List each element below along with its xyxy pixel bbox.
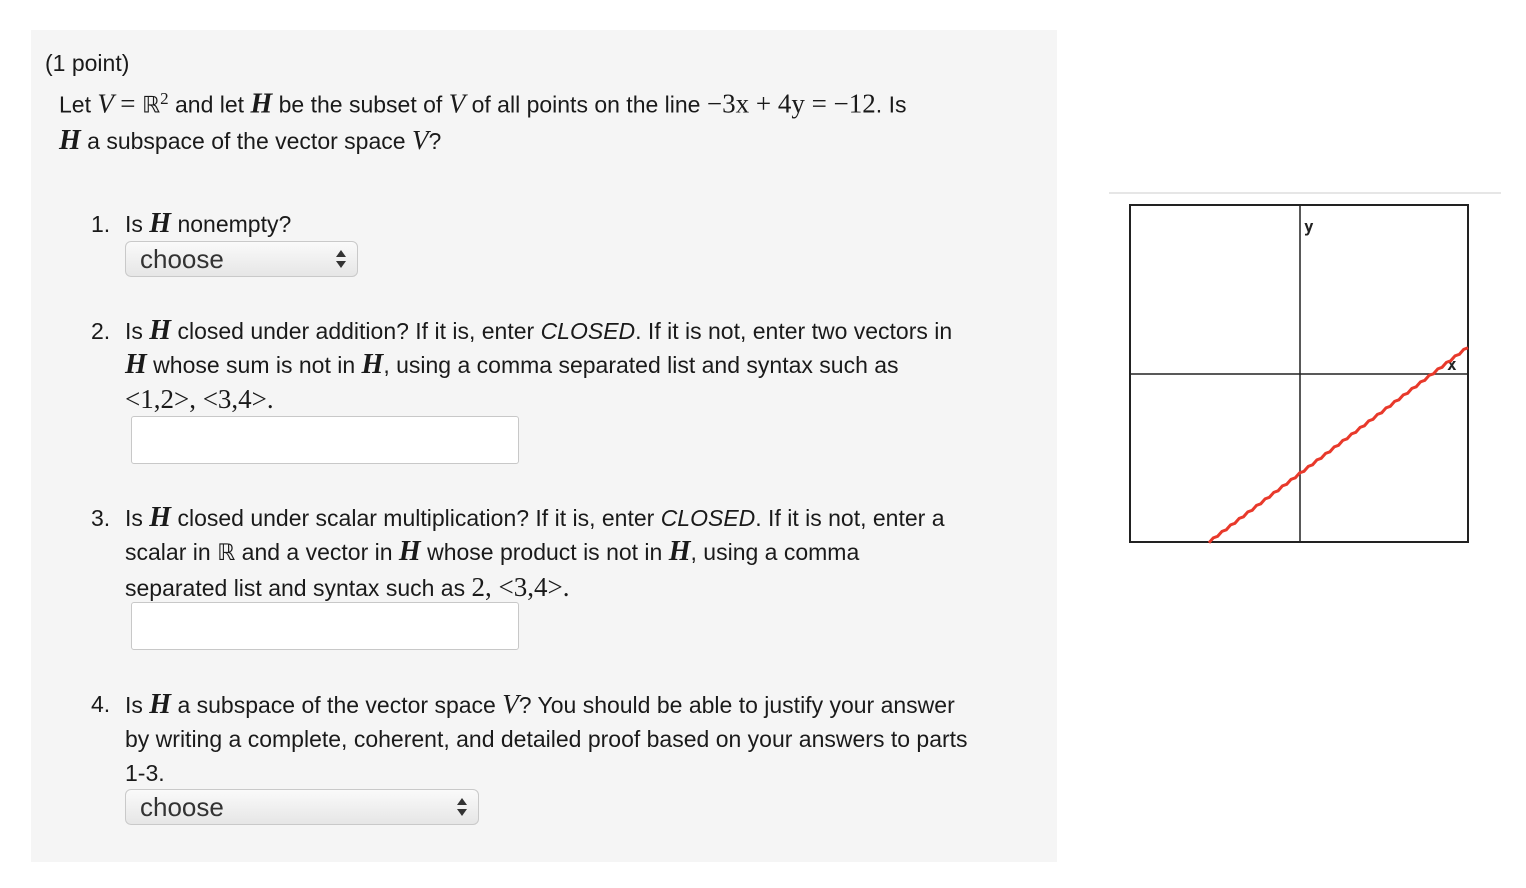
graph-svg xyxy=(1109,192,1501,552)
question-3: 3. Is H closed under scalar multiplication? If it is, enter CLOSED. If it is not, enter a scalar in ℝ and a vector in H whose product is not in H, using a comma separated list and syntax such as 2, <3,4>. xyxy=(91,502,945,602)
select-arrows-icon xyxy=(335,249,347,269)
syntax-example: 2, <3,4>. xyxy=(471,572,570,602)
scalar-answer-input[interactable] xyxy=(131,602,519,650)
problem-statement: Let V = ℝ$^2$ and let H be the subset of V of all points on the line −3x + 4y = −12. Is H a subspace of the vector space V? xyxy=(59,88,907,156)
select-arrows-icon xyxy=(456,797,468,817)
line-equation: −3x + 4y = −12 xyxy=(706,88,876,119)
question-4: 4. Is H a subspace of the vector space V? You should be able to justify your answer by writing a complete, coherent, and detailed proof based on your answers to parts 1-3. xyxy=(91,689,968,786)
addition-answer-input[interactable] xyxy=(131,416,519,464)
line-graph xyxy=(1109,192,1501,552)
nonempty-select[interactable]: choose xyxy=(125,241,358,277)
syntax-example: <1,2>, <3,4>. xyxy=(125,384,274,414)
question-1: 1. Is H nonempty? xyxy=(91,208,292,239)
y-axis-label: y xyxy=(1304,217,1314,236)
points-label: (1 point) xyxy=(45,50,130,76)
problem-panel xyxy=(31,30,1057,862)
subspace-select[interactable]: choose xyxy=(125,789,479,825)
x-axis-label: x xyxy=(1447,355,1457,374)
question-2: 2. Is H closed under addition? If it is, enter CLOSED. If it is not, enter two vectors in H whose sum is not in H, using a comma separated list and syntax such as <1,2>, <3,4>. xyxy=(91,315,953,414)
